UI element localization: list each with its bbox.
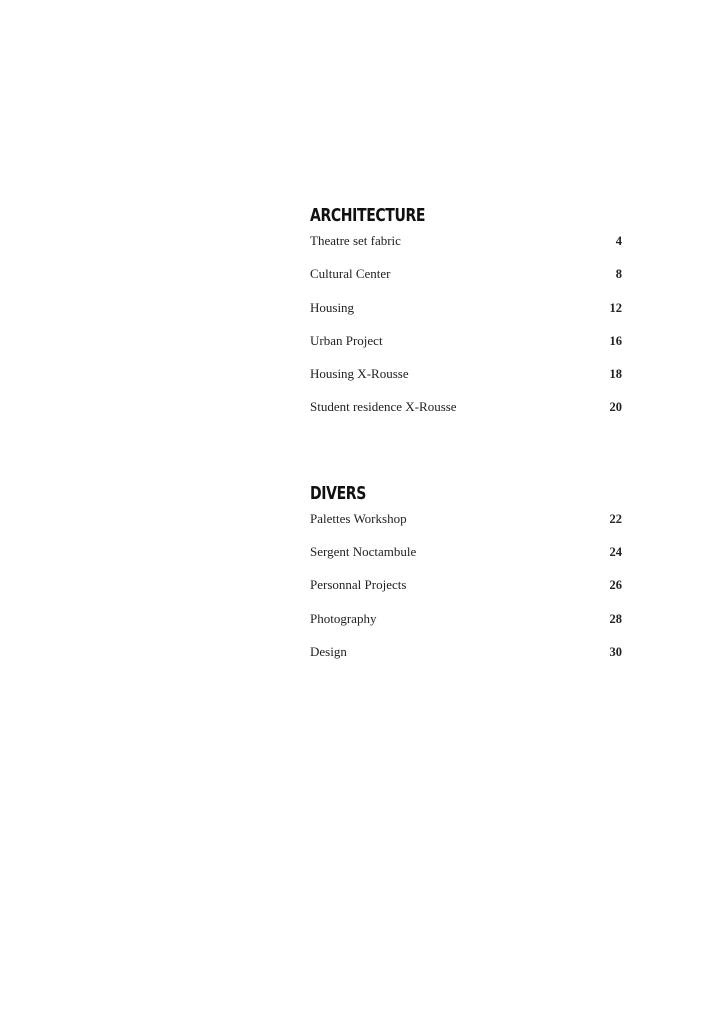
entry-title: Student residence X-Rousse	[310, 399, 457, 415]
table-of-contents	[310, 205, 622, 677]
entry-page-number: 4	[615, 234, 622, 248]
entry-page-number: 12	[609, 300, 622, 315]
toc-entry[interactable]	[310, 544, 622, 577]
entry-page-number: 26	[609, 578, 622, 593]
entry-page-number: 16	[609, 333, 622, 348]
entry-page-number: 28	[609, 611, 622, 626]
toc-entry[interactable]	[310, 333, 622, 366]
entry-title: Cultural Center	[310, 266, 391, 282]
toc-entry[interactable]	[310, 644, 622, 677]
toc-entry[interactable]	[310, 577, 622, 610]
toc-entry[interactable]	[310, 611, 622, 644]
toc-entry[interactable]	[310, 300, 622, 333]
section-heading-divers: DIVERS	[310, 482, 366, 504]
entry-page-number: 24	[609, 545, 622, 560]
entry-page-number: 18	[609, 367, 622, 382]
section-architecture	[310, 205, 622, 433]
entry-title: Theatre set fabric	[310, 233, 401, 248]
toc-entry[interactable]	[310, 233, 622, 266]
entry-page-number: 8	[615, 267, 622, 282]
entry-page-number: 22	[609, 511, 622, 526]
entry-page-number: 20	[609, 400, 622, 415]
entry-page-number: 30	[609, 644, 622, 659]
entry-title: Sergent Noctambule	[310, 544, 417, 560]
toc-entry[interactable]	[310, 366, 622, 399]
toc-entry[interactable]	[310, 511, 622, 544]
entry-title: Housing X-Rousse	[310, 366, 409, 382]
toc-entry[interactable]	[310, 399, 622, 432]
entry-title: Urban Project	[310, 332, 383, 348]
entry-title: Design	[310, 643, 347, 659]
entry-title: Personnal Projects	[310, 577, 407, 593]
entry-title: Photography	[310, 610, 377, 626]
section-heading-architecture: ARCHITECTURE	[310, 205, 426, 226]
section-divers	[310, 483, 622, 677]
toc-entry[interactable]	[310, 266, 622, 299]
entry-title: Palettes Workshop	[310, 510, 407, 526]
entry-title: Housing	[310, 299, 355, 315]
